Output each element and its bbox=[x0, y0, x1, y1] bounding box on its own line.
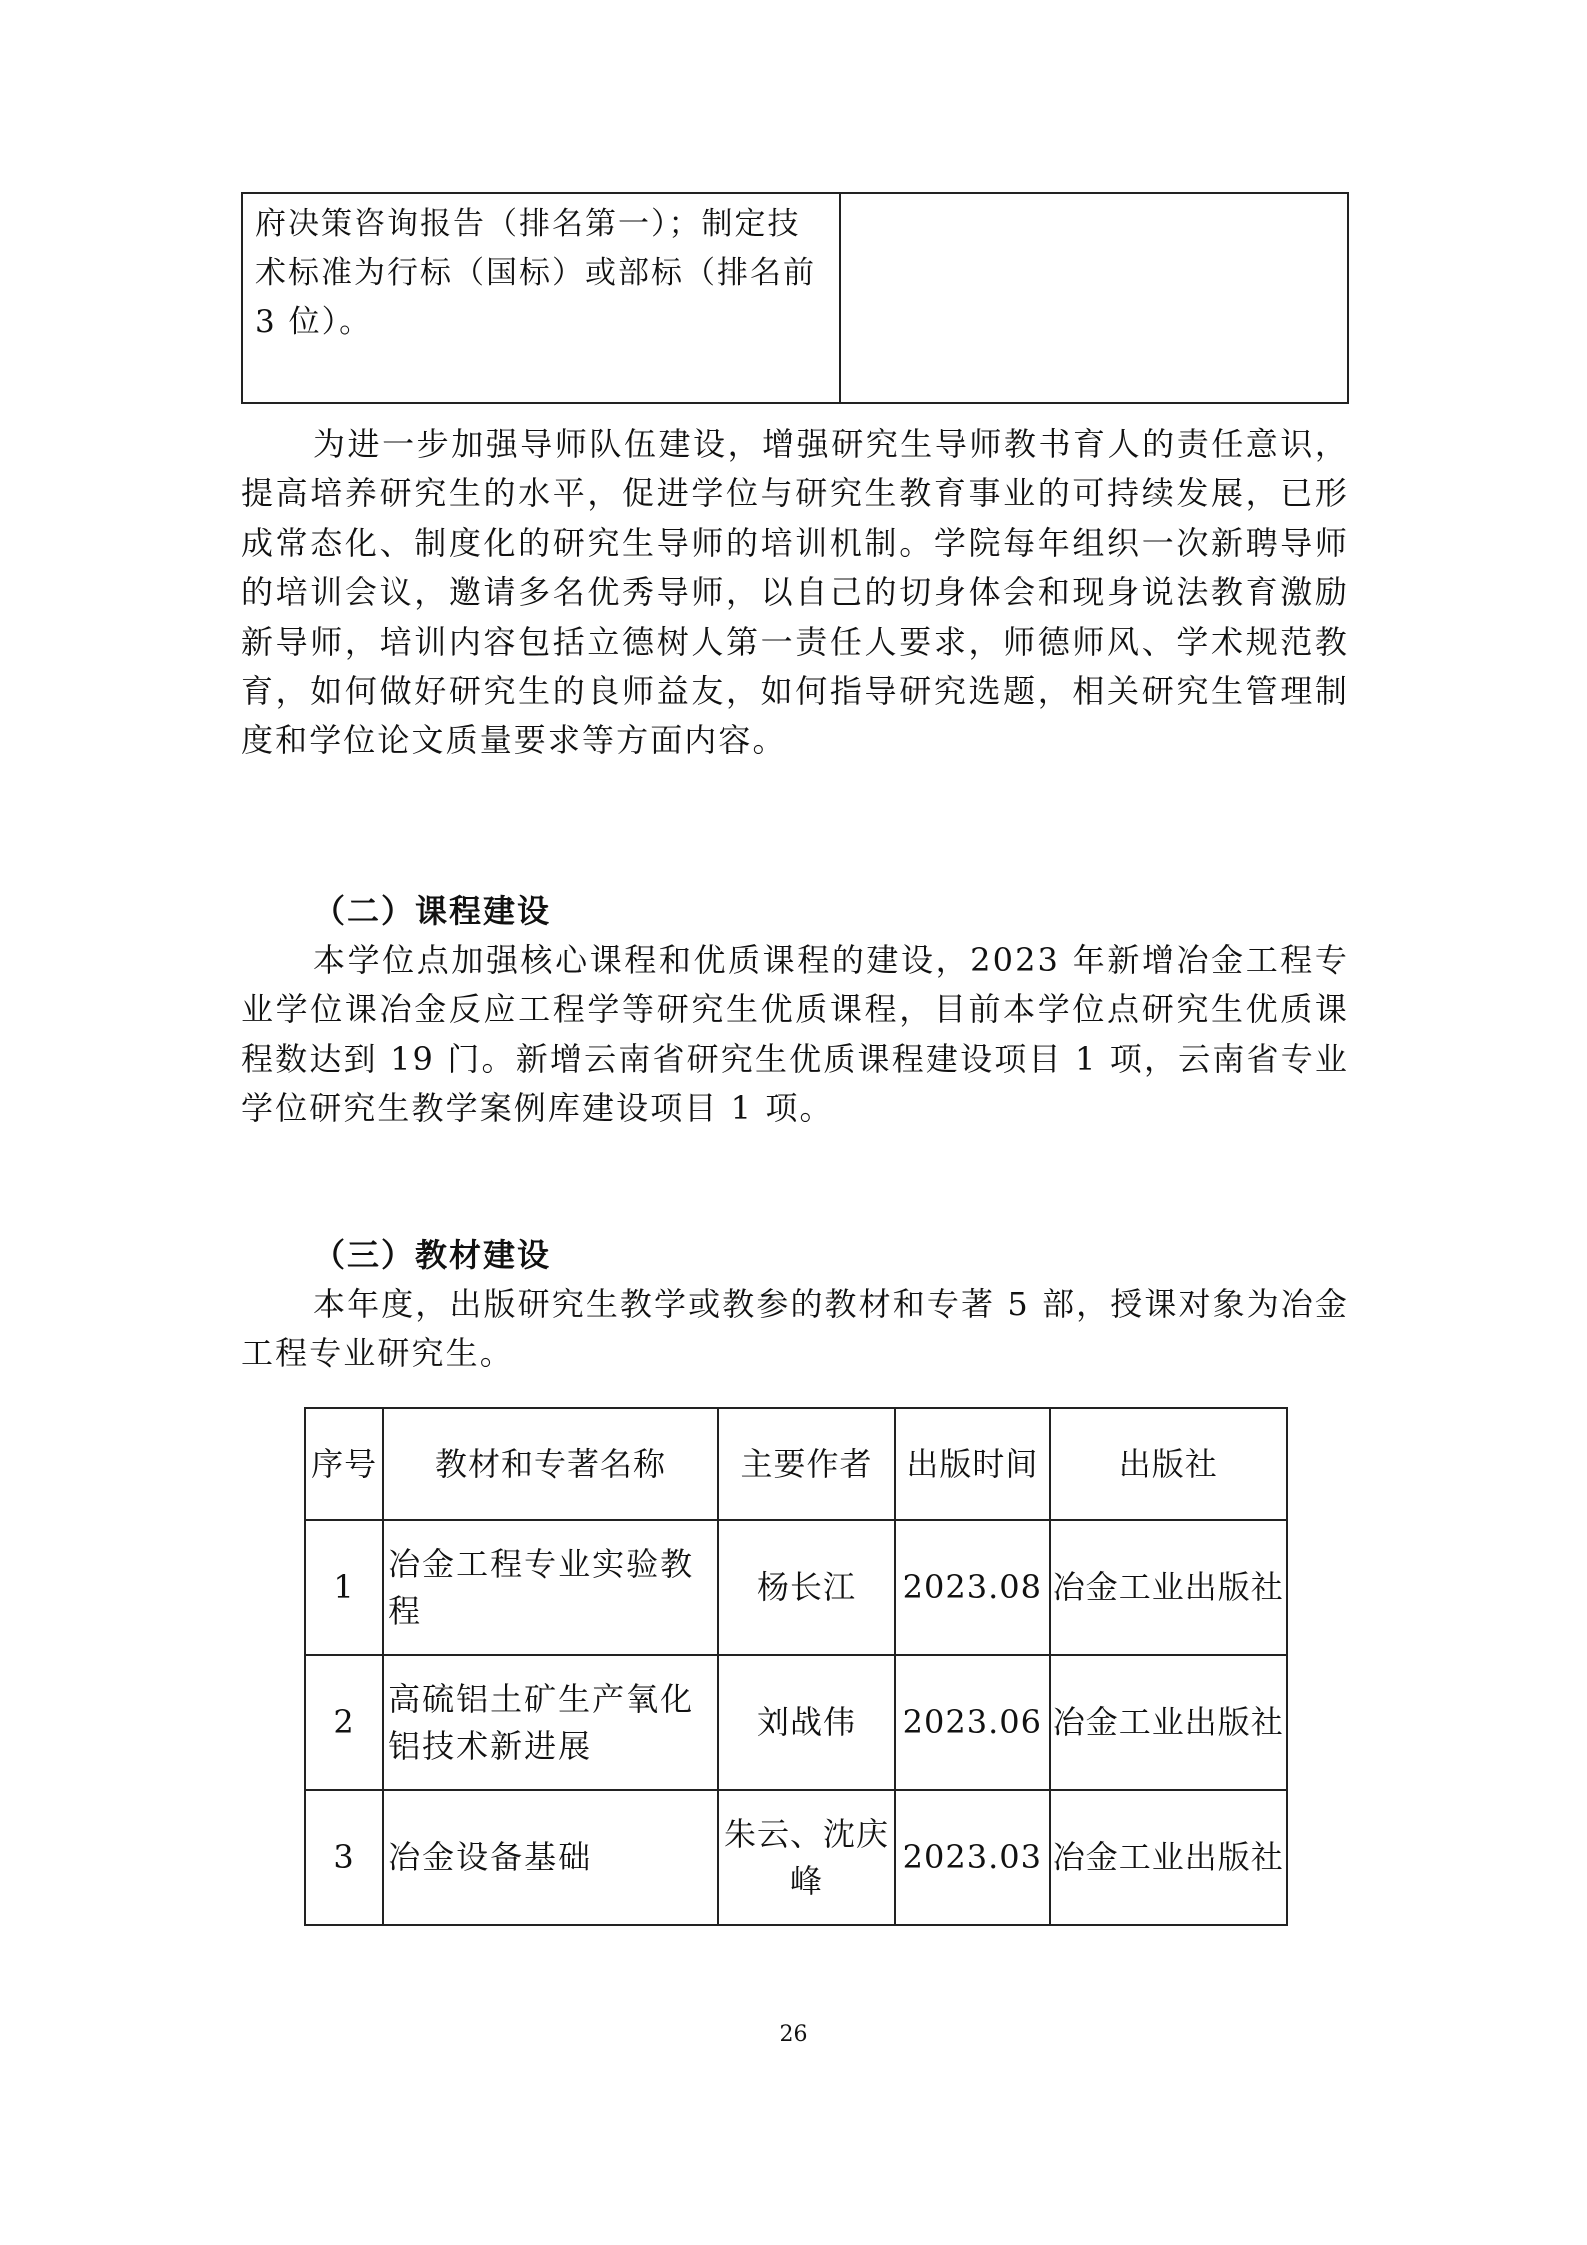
row-publisher: 冶金工业出版社 bbox=[1050, 1520, 1288, 1655]
continuation-table bbox=[241, 192, 1349, 404]
row-publisher: 冶金工业出版社 bbox=[1050, 1790, 1288, 1925]
row-publisher: 冶金工业出版社 bbox=[1050, 1655, 1288, 1790]
textbook-table-header-row bbox=[305, 1408, 1287, 1520]
continuation-right-cell bbox=[840, 193, 1348, 403]
row-author: 刘战伟 bbox=[718, 1655, 895, 1790]
table-row bbox=[305, 1655, 1287, 1790]
course-construction-paragraph: 本学位点加强核心课程和优质课程的建设，2023 年新增冶金工程专业学位课冶金反应工程学等研究生优质课程，目前本学位点研究生优质课程数达到 19 门。新增云南省研究生优质课程建设项目 1 项，云南省专业学位研究生教学案例库建设项目 1 项。 bbox=[241, 941, 1349, 1128]
header-title: 教材和专著名称 bbox=[383, 1408, 718, 1520]
header-date: 出版时间 bbox=[895, 1408, 1049, 1520]
table-row bbox=[305, 1790, 1287, 1925]
row-date: 2023.06 bbox=[895, 1655, 1049, 1790]
page-number: 26 bbox=[779, 2022, 808, 2047]
row-no: 1 bbox=[305, 1520, 383, 1655]
textbook-construction-paragraph: 本年度，出版研究生教学或教参的教材和专著 5 部，授课对象为冶金工程专业研究生。 bbox=[241, 1285, 1349, 1373]
row-title: 高硫铝土矿生产氧化铝技术新进展 bbox=[383, 1655, 718, 1790]
row-no: 2 bbox=[305, 1655, 383, 1790]
textbook-table bbox=[304, 1407, 1288, 1926]
row-date: 2023.08 bbox=[895, 1520, 1049, 1655]
course-construction-heading: （二）课程建设 bbox=[313, 892, 552, 930]
header-publisher: 出版社 bbox=[1050, 1408, 1288, 1520]
row-author: 朱云、沈庆峰 bbox=[718, 1790, 895, 1925]
mentor-training-paragraph: 为进一步加强导师队伍建设，增强研究生导师教书育人的责任意识，提高培养研究生的水平，促进学位与研究生教育事业的可持续发展，已形成常态化、制度化的研究生导师的培训机制。学院每年组织一次新聘导师的培训会议，邀请多名优秀导师，以自己的切身体会和现身说法教育激励新导师，培训内容包括立德树人第一责任人要求，师德师风、学术规范教育，如何做好研究生的良师益友，如何指导研究选题，相关研究生管理制度和学位论文质量要求等方面内容。 bbox=[241, 425, 1349, 760]
row-title: 冶金工程专业实验教程 bbox=[383, 1520, 718, 1655]
textbook-construction-heading: （三）教材建设 bbox=[313, 1236, 552, 1274]
continuation-left-cell: 府决策咨询报告（排名第一）；制定技术标准为行标（国标）或部标（排名前 3 位）。 bbox=[242, 193, 840, 403]
row-date: 2023.03 bbox=[895, 1790, 1049, 1925]
row-no: 3 bbox=[305, 1790, 383, 1925]
header-author: 主要作者 bbox=[718, 1408, 895, 1520]
row-author: 杨长江 bbox=[718, 1520, 895, 1655]
table-row bbox=[305, 1520, 1287, 1655]
continuation-row bbox=[242, 193, 1348, 403]
header-no: 序号 bbox=[305, 1408, 383, 1520]
row-title: 冶金设备基础 bbox=[383, 1790, 718, 1925]
